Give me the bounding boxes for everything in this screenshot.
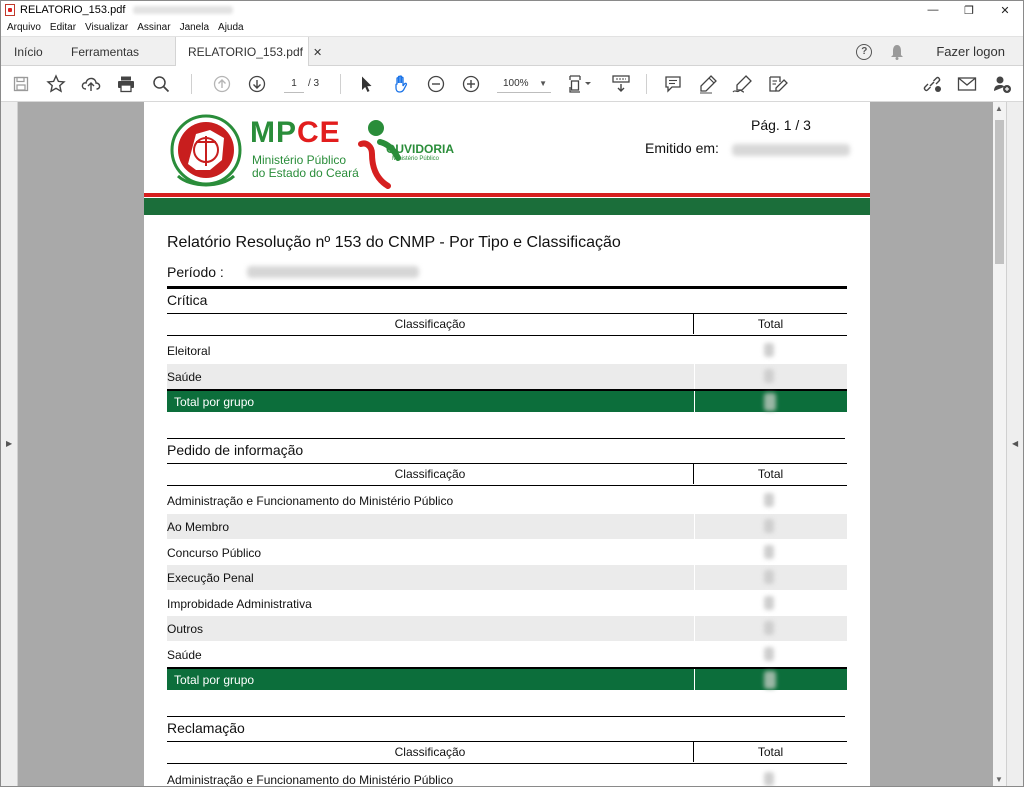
group-total-label: Total por grupo (174, 673, 255, 687)
row-total-redacted (764, 493, 774, 507)
search-zoom-icon[interactable] (150, 73, 172, 95)
ouvidoria-wordmark: OUVIDORIA (386, 142, 455, 156)
row-label: Improbidade Administrativa (167, 597, 312, 611)
fit-page-icon[interactable] (566, 73, 594, 95)
scroll-up-icon[interactable]: ▲ (995, 104, 1003, 113)
menu-janela[interactable]: Janela (179, 22, 210, 33)
cell-divider (694, 391, 695, 412)
tab-document-label: RELATORIO_153.pdf (188, 45, 303, 59)
close-window-button[interactable]: ✕ (1000, 4, 1010, 17)
periodo-value-redacted (247, 266, 419, 278)
notifications-bell-icon[interactable] (890, 44, 904, 60)
row-total-redacted (764, 519, 774, 533)
column-header-classificacao: Classificação (167, 314, 694, 334)
group-total-label: Total por grupo (174, 395, 255, 409)
row-total-redacted (764, 570, 774, 584)
column-header-classificacao: Classificação (167, 464, 694, 484)
scrollbar-thumb[interactable] (995, 120, 1004, 264)
header-green-band (144, 198, 870, 215)
chevron-down-icon: ▼ (539, 79, 547, 88)
toolbar (1, 66, 1023, 102)
close-tab-icon[interactable]: ✕ (312, 46, 323, 59)
sign-icon[interactable] (732, 73, 754, 95)
row-total-redacted (764, 647, 774, 661)
column-header-total: Total (757, 317, 784, 331)
menu-editar[interactable]: Editar (49, 22, 77, 33)
title-bar (1, 1, 1023, 19)
table-row (167, 514, 847, 539)
mpce-subtitle-line2: do Estado do Ceará (252, 166, 359, 180)
column-header-total: Total (757, 467, 784, 481)
toolbar-divider (340, 74, 341, 94)
menu-arquivo[interactable]: Arquivo (7, 22, 41, 33)
row-total-redacted (764, 596, 774, 610)
upload-cloud-icon[interactable] (80, 73, 102, 95)
toolbar-divider (191, 74, 192, 94)
table-header (167, 463, 847, 486)
section-top-rule (167, 438, 845, 439)
table-row (167, 338, 847, 363)
group-total-row (167, 389, 847, 412)
row-total-redacted (764, 772, 774, 786)
row-label: Concurso Público (167, 546, 262, 560)
select-arrow-icon[interactable] (355, 73, 377, 95)
minimize-button[interactable]: — (927, 4, 939, 16)
toolbar-divider (646, 74, 647, 94)
bookmark-star-icon[interactable] (45, 73, 67, 95)
edit-pdf-icon[interactable] (767, 73, 789, 95)
row-total-redacted (764, 343, 774, 357)
section-critica (167, 288, 847, 414)
table-header (167, 313, 847, 336)
tab-document[interactable] (175, 37, 323, 67)
right-panel-toggle[interactable] (1006, 102, 1023, 786)
highlight-pen-icon[interactable] (697, 73, 719, 95)
section-pedido-de-informacao (167, 438, 847, 694)
cell-divider (694, 514, 695, 539)
window-title: RELATORIO_153.pdf (20, 4, 126, 16)
table-row (167, 591, 847, 616)
section-title: Reclamação (167, 720, 245, 736)
group-total-redacted (764, 671, 776, 689)
cell-divider (694, 565, 695, 590)
row-total-redacted (764, 545, 774, 559)
tab-bar (1, 36, 1023, 66)
section-reclamacao (167, 716, 847, 786)
window-controls (915, 1, 1023, 19)
hand-tool-icon[interactable] (390, 73, 412, 95)
mpce-subtitle-line1: Ministério Público (252, 153, 347, 167)
prev-page-icon[interactable] (211, 73, 233, 95)
pdf-app-icon (5, 4, 15, 16)
next-page-icon[interactable] (246, 73, 268, 95)
sign-in-button[interactable]: Fazer logon (936, 44, 1005, 59)
mpce-ce: CE (297, 116, 341, 149)
pdf-page (144, 102, 870, 786)
emitido-value-redacted (732, 144, 850, 156)
table-row (167, 488, 847, 513)
row-label: Administração e Funcionamento do Ministério Público (167, 494, 454, 508)
tab-bar-actions (856, 37, 1005, 66)
scroll-mode-icon[interactable] (610, 73, 632, 95)
comment-icon[interactable] (662, 73, 684, 95)
mpce-mp: MP (250, 116, 297, 149)
mpce-wordmark (250, 116, 341, 150)
row-total-redacted (764, 369, 774, 383)
restore-button[interactable]: ❐ (964, 4, 974, 17)
page-indicator: Pág. 1 / 3 (751, 117, 811, 133)
table-row (167, 642, 847, 667)
column-header-total: Total (757, 745, 784, 759)
title-path-blurred (133, 6, 233, 14)
zoom-level-value: 100% (503, 78, 529, 89)
header-red-band (144, 193, 870, 197)
row-label: Saúde (167, 648, 202, 662)
help-icon[interactable]: ? (856, 44, 872, 60)
expand-right-icon: ▶ (6, 439, 13, 448)
cell-divider (694, 616, 695, 641)
row-label: Eleitoral (167, 344, 211, 358)
cell-divider (694, 669, 695, 690)
section-title: Pedido de informação (167, 442, 304, 458)
tab-inicio[interactable]: Início (14, 44, 43, 59)
left-panel-toggle[interactable] (1, 102, 18, 786)
table-row (167, 565, 847, 590)
menu-assinar[interactable]: Assinar (137, 22, 171, 33)
document-viewport[interactable] (1, 102, 1023, 786)
row-label: Execução Penal (167, 571, 254, 585)
periodo-label: Período : (167, 264, 224, 280)
row-label: Saúde (167, 370, 202, 384)
section-title: Crítica (167, 292, 208, 308)
mpce-subtitle (252, 154, 359, 180)
table-row (167, 540, 847, 565)
group-total-redacted (764, 393, 776, 411)
row-label: Administração e Funcionamento do Ministério Público (167, 773, 454, 786)
column-header-classificacao: Classificação (167, 742, 694, 762)
share-link-icon[interactable] (921, 73, 943, 95)
menu-bar (1, 19, 1023, 36)
menu-visualizar[interactable]: Visualizar (85, 22, 129, 33)
vertical-scrollbar[interactable] (993, 102, 1006, 786)
print-icon[interactable] (115, 73, 137, 95)
report-title: Relatório Resolução nº 153 do CNMP - Por Tipo e Classificação (167, 234, 621, 251)
tab-ferramentas[interactable]: Ferramentas (71, 44, 140, 59)
row-label: Ao Membro (167, 520, 230, 534)
add-user-icon[interactable] (991, 73, 1013, 95)
zoom-out-icon[interactable] (425, 73, 447, 95)
table-row (167, 767, 847, 786)
save-icon[interactable] (10, 73, 32, 95)
menu-ajuda[interactable]: Ajuda (218, 22, 244, 33)
emitido-label: Emitido em: (645, 140, 719, 156)
page-count: / 3 (308, 78, 320, 89)
page-number-input[interactable]: 1 (284, 75, 304, 93)
ouvidoria-subtitle: Ministério Público (392, 156, 440, 162)
group-total-row (167, 667, 847, 690)
zoom-in-icon[interactable] (460, 73, 482, 95)
scroll-down-icon[interactable]: ▼ (995, 775, 1003, 784)
zoom-level-select[interactable] (497, 75, 551, 93)
table-header (167, 741, 847, 764)
email-icon[interactable] (956, 73, 978, 95)
row-label: Outros (167, 622, 204, 636)
section-top-rule (167, 716, 845, 717)
row-total-redacted (764, 621, 774, 635)
table-row (167, 616, 847, 641)
cell-divider (694, 364, 695, 389)
expand-left-icon: ◀ (1012, 439, 1019, 448)
table-row (167, 364, 847, 389)
